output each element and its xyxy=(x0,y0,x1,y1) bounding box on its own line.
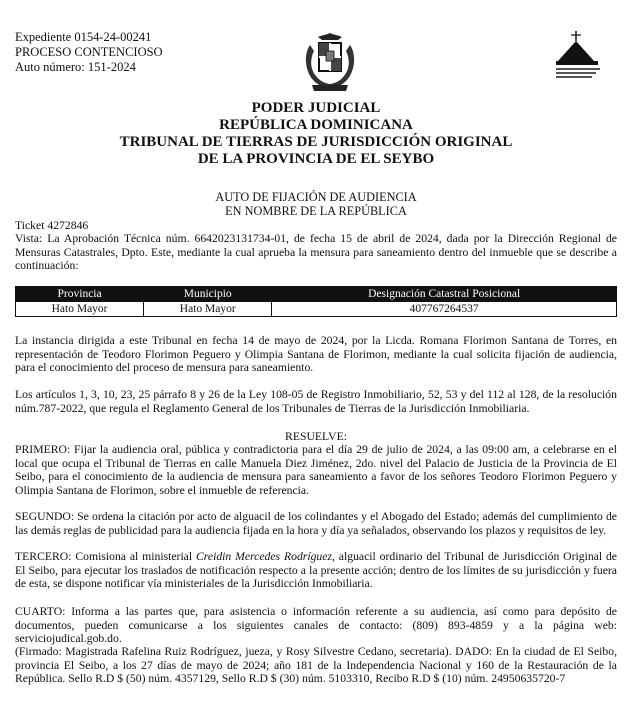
tercero-paragraph xyxy=(15,550,617,591)
institution-line-2: REPÚBLICA DOMINICANA xyxy=(219,117,413,133)
document-subtitle: EN NOMBRE DE LA REPÚBLICA xyxy=(225,204,407,218)
ticket-number: Ticket 4272846 xyxy=(15,219,89,232)
case-header xyxy=(15,30,163,75)
institution-line-1: PODER JUDICIAL xyxy=(251,100,381,116)
cell-provincia: Hato Mayor xyxy=(16,302,144,317)
header-municipio: Municipio xyxy=(144,287,272,302)
resuelve-heading: RESUELVE: xyxy=(285,430,347,443)
institution-line-3: TRIBUNAL DE TIERRAS DE JURISDICCIÓN ORIGINAL xyxy=(119,134,513,150)
cell-municipio: Hato Mayor xyxy=(144,302,272,317)
institution-line-4: DE LA PROVINCIA DE EL SEYBO xyxy=(197,151,435,167)
judiciary-logo-icon xyxy=(548,27,608,83)
document-title: AUTO DE FIJACIÓN DE AUDIENCIA xyxy=(215,190,417,204)
coat-of-arms-icon xyxy=(298,31,362,93)
table-header-row xyxy=(16,287,617,302)
tercero-intro: TERCERO: Comisiona al ministerial xyxy=(15,550,196,563)
signature-paragraph: (Firmado: Magistrada Rafelina Ruiz Rodríguez, jueza, y Rosy Silvestre Cedano, secretaria). DADO: En la ciudad de El Seibo, provincia El Seibo, a los 27 días de mayo de 2024; año 181 de la Independencia Nacional y 160 de la Restauración de la República. Sello R.D $ (50) núm. 4357129, Sello R.D $ (30) núm. 5103310, Recibo R.D $ (10) núm. 24950635720-7 xyxy=(15,645,617,685)
header-provincia: Provincia xyxy=(16,287,144,302)
articulos-paragraph: Los artículos 1, 3, 10, 23, 25 párrafo 8 y 26 de la Ley 108-05 de Registro Inmobiliario, 52, 53 y del 112 al 128, de la resolución núm.787-2022, que regula el Reglamento General de los Tribunales de Tierras de la Jurisdicción Inmobiliaria. xyxy=(15,388,617,415)
expediente-number: Expediente 0154-24-00241 xyxy=(15,30,152,44)
primero-paragraph: PRIMERO: Fijar la audiencia oral, pública y contradictoria para el día 29 de julio de 2024, a las 09:00 am, a celebrarse en el local que ocupa el Tribunal de Tierras en calle Manuela Diez Jiménez, 2do. nivel del Palacio de Justicia de la Provincia de El Seibo, para el conocimiento de la audiencia de mensura para saneamiento a favor de los señores Teodoro Florimon Peguero y Olimpia Santana de Florimon, sobre el inmueble de referencia. xyxy=(15,443,617,497)
bailiff-name: Creidin Mercedes Rodríguez xyxy=(195,550,333,563)
cell-designacion: 407767264537 xyxy=(272,302,617,317)
instancia-paragraph: La instancia dirigida a este Tribunal en fecha 14 de mayo de 2024, por la Licda. Romana Florimon Santana de Torres, en representación de Teodoro Florimon Peguero y Olimpia Santana de Florimon, mediante la cual solicita fijación de audiencia, para el conocimiento del proceso de mensura para saneamiento. xyxy=(15,334,617,374)
process-type: PROCESO CONTENCIOSO xyxy=(15,45,163,59)
auto-number: Auto número: 151-2024 xyxy=(15,60,136,74)
tercero-rest: , alguacil ordinario del Tribunal de Jurisdicción Original de El Seibo, para ejecutar los traslados de notificación respecto a la presente acción; dentro de los límites de su jurisdicción y fuera de esta, se dispone notificar vía ministeriales de la Jurisdicción Inmobiliaria. xyxy=(15,550,617,590)
vista-paragraph: Vista: La Aprobación Técnica núm. 6642023131734-01, de fecha 15 de abril de 2024, dada por la Dirección Regional de Mensuras Catastrales, Dpto. Este, mediante la cual aprueba la mensura para saneamiento dentro del inmueble que se describe a continuación: xyxy=(15,232,617,272)
property-table xyxy=(15,286,617,317)
header-designacion: Designación Catastral Posicional xyxy=(272,287,617,302)
table-row xyxy=(16,302,617,317)
cuarto-paragraph: CUARTO: Informa a las partes que, para asistencia o información referente a su audiencia, así como para depósito de documentos, pueden comunicarse a los siguientes canales de contacto: (809) 893-4859 y a la página web: serviciojudical.gob.do. xyxy=(15,605,617,645)
segundo-paragraph: SEGUNDO: Se ordena la citación por acto de alguacil de los colindantes y el Abogado del Estado; además del cumplimiento de las demás reglas de publicidad para la audiencia fijada en la hora y día ya señalados, observando los plazos y requisitos de ley. xyxy=(15,510,617,537)
